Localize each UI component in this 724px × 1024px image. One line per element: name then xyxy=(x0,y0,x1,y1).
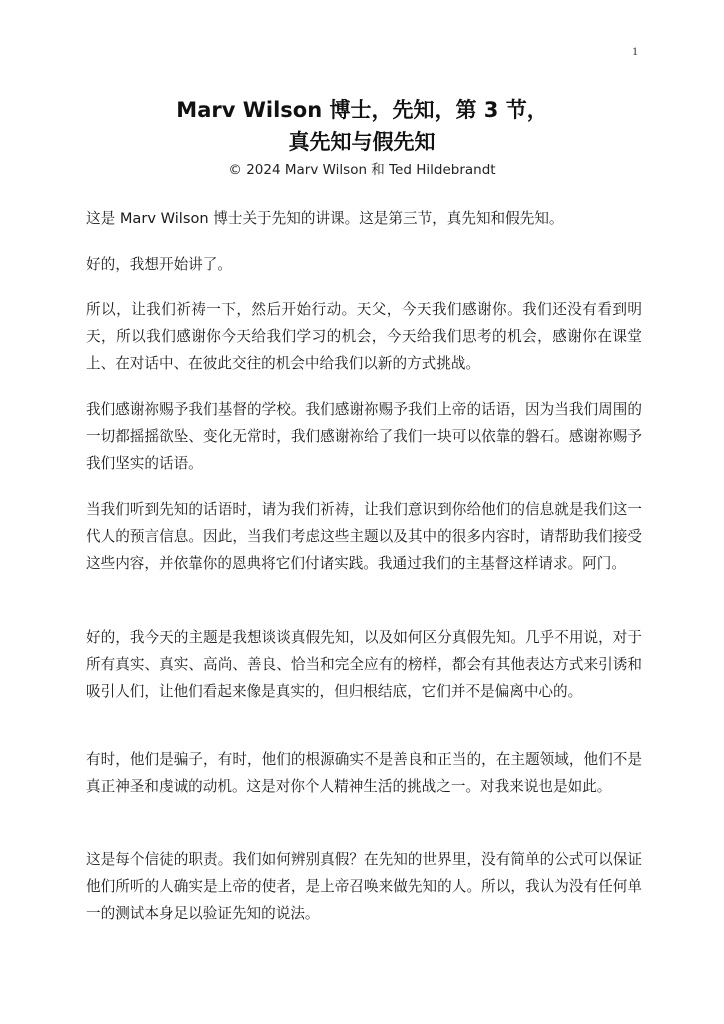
paragraph-7: 有时，他们是骗子，有时，他们的根源确实不是善良和正当的，在主题领域，他们不是真正神圣和虔诚的动机。这是对你个人精神生活的挑战之一。对我来说也是如此。 xyxy=(86,751,642,795)
paragraph-1: 这是 Marv Wilson 博士关于先知的讲课。这是第三节，真先知和假先知。 xyxy=(86,210,564,227)
paragraph-5: 当我们听到先知的话语时，请为我们祈祷，让我们意识到你给他们的信息就是我们这一代人的预言信息。因此，当我们考虑这些主题以及其中的很多内容时，请帮助我们接受这些内容，并依靠你的恩典将它们付诸实践。我通过我们的主基督这样请求。阿门。 xyxy=(86,501,642,572)
document-header xyxy=(0,94,724,180)
document-title-line-1: Marv Wilson 博士，先知，第 3 节， xyxy=(176,98,548,122)
document-title-line-2: 真先知与假先知 xyxy=(288,130,436,154)
paragraph-3: 所以，让我们祈祷一下，然后开始行动。天父，今天我们感谢你。我们还没有看到明天，所以我们感谢你今天给我们学习的机会，今天给我们思考的机会，感谢你在课堂上、在对话中、在彼此交往的机会中给我们以新的方式挑战。 xyxy=(86,301,642,372)
paragraph-2: 好的，我想开始讲了。 xyxy=(86,256,232,273)
paragraph-4: 我们感谢祢赐予我们基督的学校。我们感谢祢赐予我们上帝的话语，因为当我们周围的一切都摇摇欲坠、变化无常时，我们感谢祢给了我们一块可以依靠的磐石。感谢祢赐予我们坚实的话语。 xyxy=(86,401,642,472)
paragraph-6: 好的，我今天的主题是我想谈谈真假先知，以及如何区分真假先知。几乎不用说，对于所有真实、真实、高尚、善良、恰当和完全应有的榜样，都会有其他表达方式来引诱和吸引人们，让他们看起来像是真实的，但归根结底，它们并不是偏离中心的。 xyxy=(86,629,642,700)
paragraph-8: 这是每个信徒的职责。我们如何辨别真假？在先知的世界里，没有简单的公式可以保证他们所听的人确实是上帝的使者，是上帝召唤来做先知的人。所以，我认为没有任何单一的测试本身足以验证先知的说法。 xyxy=(86,851,642,922)
copyright-line: © 2024 Marv Wilson 和 Ted Hildebrandt xyxy=(228,162,496,178)
page-number: 1 xyxy=(632,44,638,58)
